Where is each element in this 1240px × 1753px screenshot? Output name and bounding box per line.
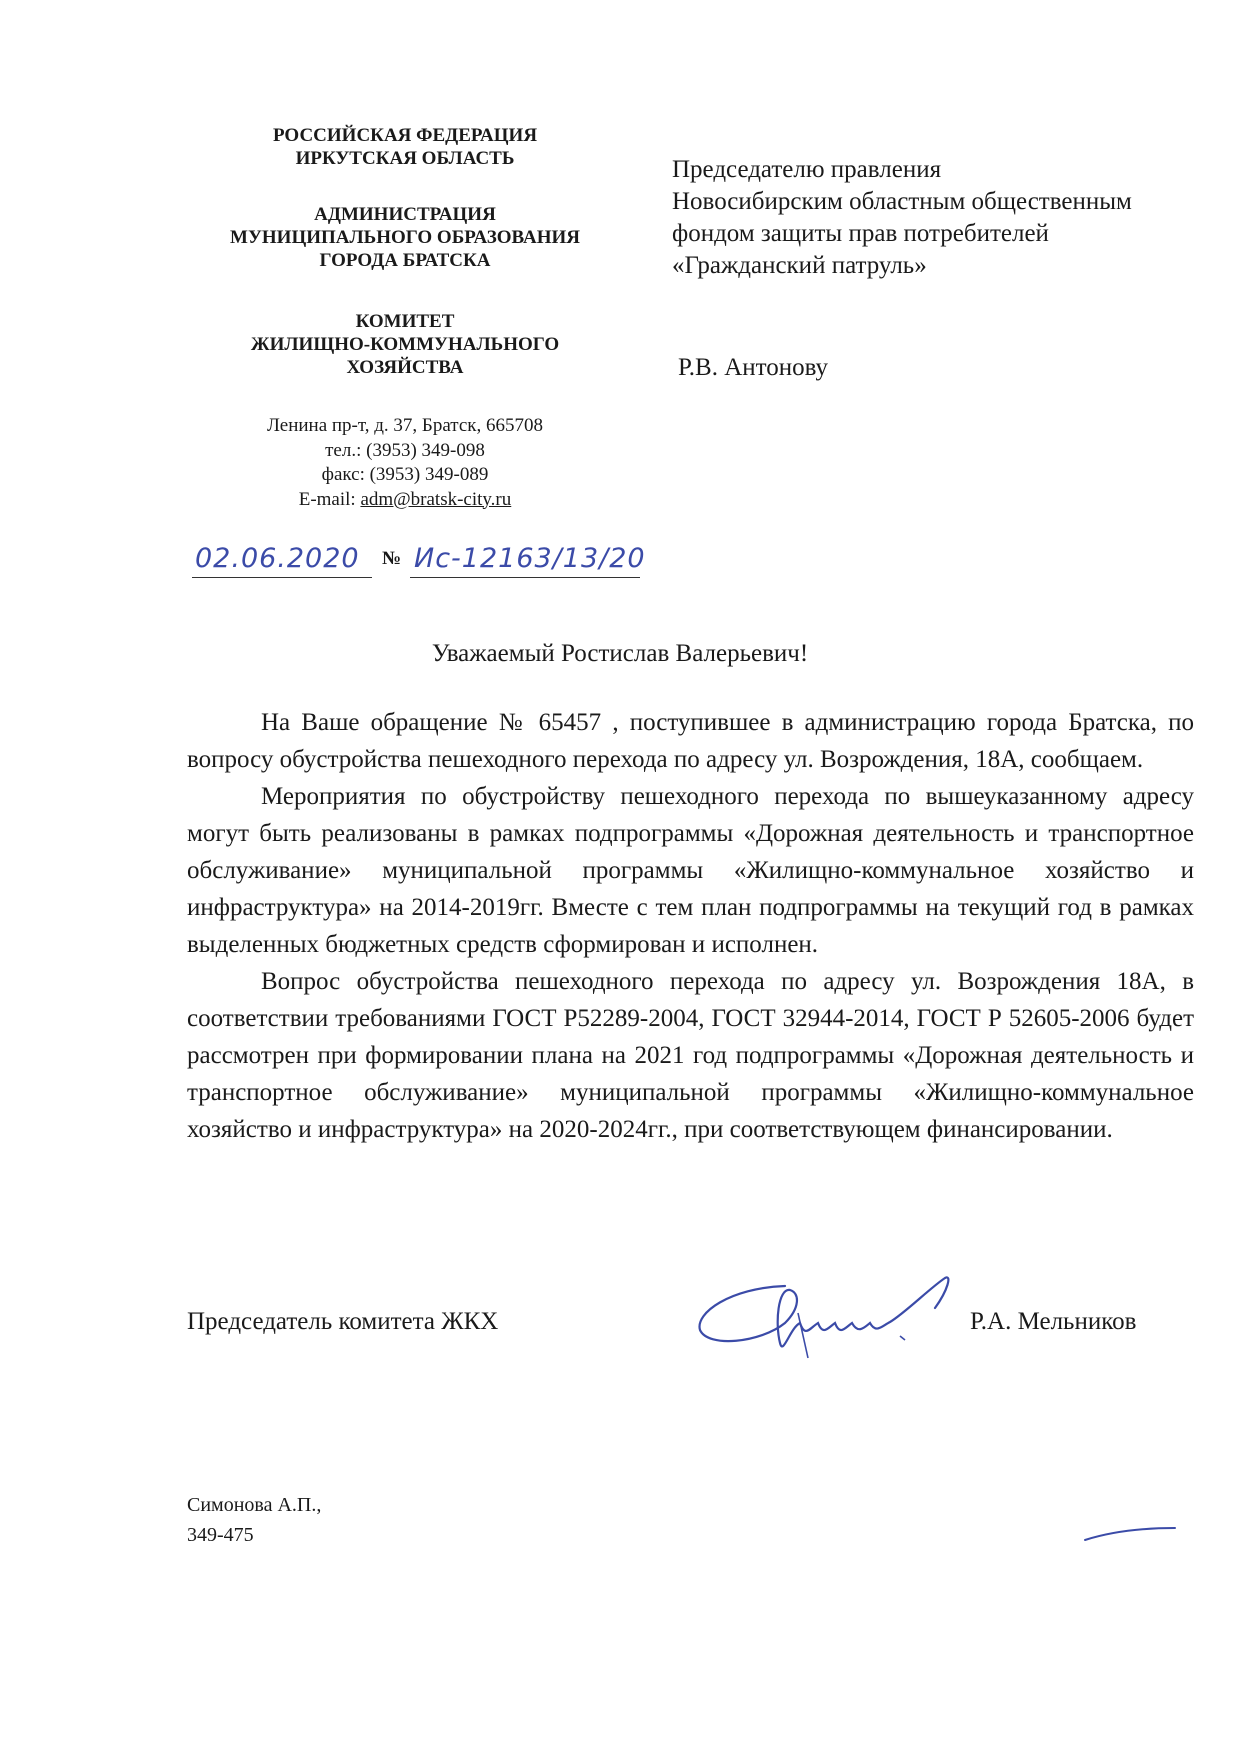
country-line: РОССИЙСКАЯ ФЕДЕРАЦИЯ — [272, 125, 538, 146]
email-label: E-mail: — [298, 488, 361, 510]
handwritten-signature — [690, 1268, 990, 1378]
recipient-line: Председателю правления — [672, 156, 942, 183]
recipient-line: Новосибирским областным общественным — [672, 188, 1132, 215]
signatory-name: Р.А. Мельников — [970, 1308, 1137, 1335]
executor-name: Симонова А.П., — [187, 1494, 322, 1516]
body-paragraph: Мероприятия по обустройству пешеходного перехода по вышеуказанному адресу могут быть реализованы в рамках подпрограммы «Дорожная деятельность и транспортное обслуживание» муниципальной программы «Жилищно-коммунальное хозяйство и инфраструктура» на 2014-2019гг. Вместе с тем план подпрограммы на текущий год в рамках выделенных бюджетных средств сформирован и исполнен. — [187, 783, 1194, 958]
letter-body — [187, 704, 1194, 1148]
signatory-title: Председатель комитета ЖКХ — [187, 1308, 499, 1335]
recipient-line: «Гражданский патруль» — [672, 252, 927, 279]
registration-date: 02.06.2020 — [195, 543, 360, 574]
address-line: Ленина пр-т, д. 37, Братск, 665708 — [267, 415, 543, 436]
committee-line: КОМИТЕТ — [355, 311, 455, 332]
phone-line: тел.: (3953) 349-098 — [325, 439, 485, 461]
recipient-line: фондом защиты прав потребителей — [672, 220, 1049, 247]
date-underline — [192, 577, 372, 578]
number-underline — [410, 577, 640, 578]
body-paragraph: На Ваше обращение № 65457 , поступившее в администрацию города Братска, по вопросу обустройства пешеходного перехода по адресу ул. Возрождения, 18А, сообщаем. — [187, 709, 1194, 773]
registration-line — [192, 543, 662, 579]
committee-line: ЖИЛИЩНО-КОММУНАЛЬНОГО — [250, 334, 560, 355]
pen-mark — [1080, 1520, 1180, 1550]
committee-line: ХОЗЯЙСТВА — [346, 357, 464, 378]
email-line — [205, 488, 605, 513]
registration-number: Ис-12163/13/20 — [414, 543, 646, 574]
letterhead-administration — [180, 203, 630, 272]
region-line: ИРКУТСКАЯ ОБЛАСТЬ — [295, 148, 515, 169]
executor-phone: 349-475 — [187, 1524, 254, 1546]
admin-line: МУНИЦИПАЛЬНОГО ОБРАЗОВАНИЯ — [230, 227, 580, 248]
body-paragraph: Вопрос обустройства пешеходного перехода по адресу ул. Возрождения 18А, в соответствии требованиями ГОСТ Р52289-2004, ГОСТ 32944-2014, ГОСТ Р 52605-2006 будет рассмотрен при формировании плана на 2021 год подпрограммы «Дорожная деятельность и транспортное обслуживание» муниципальной программы «Жилищно-коммунальное хозяйство и инфраструктура» на 2020-2024гг., при соответствующем финансировании. — [187, 968, 1194, 1143]
contact-block — [205, 414, 605, 512]
number-sign: № — [382, 548, 402, 569]
admin-line: ГОРОДА БРАТСКА — [319, 250, 491, 271]
letterhead-committee — [180, 310, 630, 379]
email-link[interactable]: adm@bratsk-city.ru — [360, 488, 512, 510]
fax-line: факс: (3953) 349-089 — [321, 464, 489, 485]
recipient-name: Р.В. Антонову — [678, 354, 829, 381]
admin-line: АДМИНИСТРАЦИЯ — [314, 204, 496, 225]
greeting: Уважаемый Ростислав Валерьевич! — [431, 640, 809, 667]
letterhead-country — [180, 124, 630, 170]
recipient-block — [672, 154, 1212, 282]
executor-block — [187, 1490, 321, 1550]
